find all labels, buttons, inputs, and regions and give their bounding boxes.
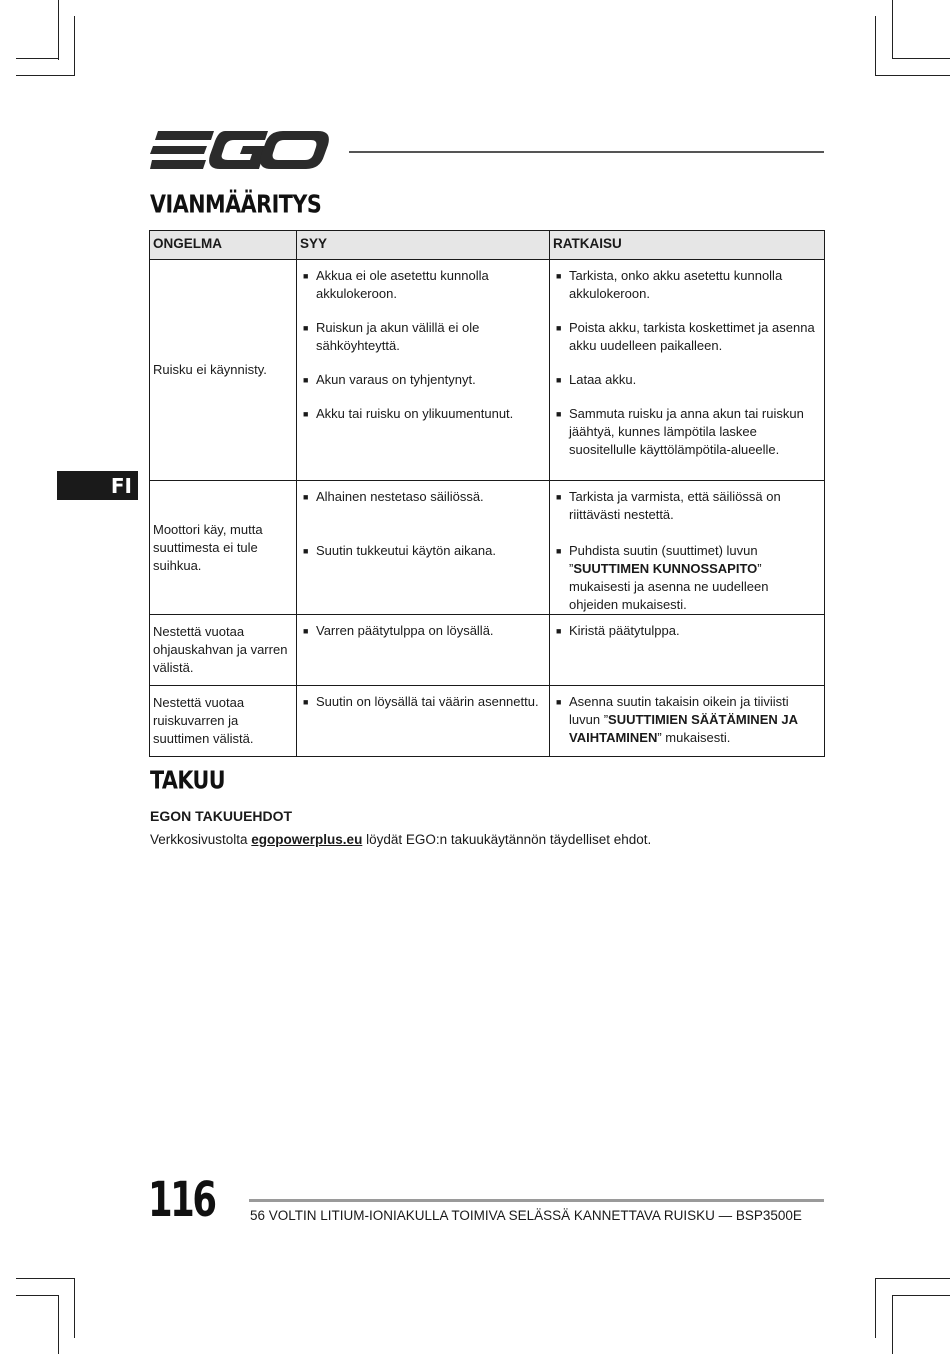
table-header-row xyxy=(150,231,825,260)
crop-mark xyxy=(16,1278,74,1279)
table-row xyxy=(150,686,825,757)
crop-mark xyxy=(875,75,950,76)
solution-cell xyxy=(550,686,825,757)
language-tab: FI xyxy=(57,471,138,500)
solution-item: ■ Sammuta ruisku ja anna akun tai ruiskun jäähtyä, kunnes lämpötila laskee suositellulle käyttölämpötila-alueelle. xyxy=(550,405,824,459)
solution-item xyxy=(550,542,824,614)
crop-mark xyxy=(74,16,75,76)
cause-item: ■ Alhainen nestetaso säiliössä. xyxy=(297,488,549,542)
solution-item: ■ Lataa akku. xyxy=(550,371,824,405)
troubleshooting-table xyxy=(149,230,825,757)
table-row xyxy=(150,481,825,615)
page-number: 116 xyxy=(148,1172,215,1228)
crop-mark xyxy=(74,1278,75,1338)
cause-item: ■ Akku tai ruisku on ylikuumentunut. xyxy=(297,405,549,423)
crop-mark xyxy=(892,1295,950,1296)
crop-mark xyxy=(58,1295,59,1354)
footer-rule xyxy=(249,1199,824,1202)
solution-cell xyxy=(550,615,825,686)
cause-item: ■ Suutin tukkeutui käytön aikana. xyxy=(297,542,549,560)
cause-cell xyxy=(297,481,550,615)
solution-cell xyxy=(550,481,825,615)
warranty-text-before: Verkkosivustolta xyxy=(150,832,252,847)
chapter-reference: SUUTTIMEN KUNNOSSAPITO xyxy=(573,561,758,576)
cause-cell xyxy=(297,615,550,686)
cause-item: ■ Suutin on löysällä tai väärin asennettu. xyxy=(297,693,549,711)
cause-item: ■ Varren päätytulppa on löysällä. xyxy=(297,622,549,640)
chapter-reference: SUUTTIMIEN SÄÄTÄMINEN JA VAIHTAMINEN xyxy=(569,712,798,745)
crop-mark xyxy=(16,1295,58,1296)
cause-item: ■ Akun varaus on tyhjentynyt. xyxy=(297,371,549,405)
cause-item: ■ Ruiskun ja akun välillä ei ole sähköyhteyttä. xyxy=(297,319,549,371)
crop-mark xyxy=(875,16,876,76)
table-row xyxy=(150,615,825,686)
column-header-problem: ONGELMA xyxy=(150,231,297,260)
warranty-text xyxy=(150,832,651,847)
crop-mark xyxy=(875,1278,876,1338)
warranty-link[interactable]: egopowerplus.eu xyxy=(251,832,363,847)
crop-mark xyxy=(875,1278,950,1279)
column-header-solution: RATKAISU xyxy=(550,231,825,260)
crop-mark xyxy=(892,58,950,59)
solution-item: ■ Kiristä päätytulppa. xyxy=(550,622,824,640)
solution-item: ■ Tarkista, onko akku asetettu kunnolla akkulokeroon. xyxy=(550,267,824,319)
solution-cell xyxy=(550,260,825,481)
column-header-cause: SYY xyxy=(297,231,550,260)
problem-cell: Nestettä vuotaa ohjauskahvan ja varren välistä. xyxy=(150,615,297,686)
solution-item: ■ Tarkista ja varmista, että säiliössä on riittävästi nestettä. xyxy=(550,488,824,542)
problem-cell: Moottori käy, mutta suuttimesta ei tule suihkua. xyxy=(150,481,297,615)
solution-item: ■ Poista akku, tarkista koskettimet ja asenna akku uudelleen paikalleen. xyxy=(550,319,824,371)
warranty-subtitle: EGON TAKUUEHDOT xyxy=(150,808,293,824)
solution-text: Puhdista suutin (suuttimet) luvun ” xyxy=(569,543,758,576)
problem-cell: Ruisku ei käynnisty. xyxy=(150,260,297,481)
troubleshooting-title: VIANMÄÄRITYS xyxy=(150,191,322,220)
solution-text: ” mukaisesti. xyxy=(657,730,731,745)
solution-text: Asenna suutin takaisin oikein ja tiiviisti luvun ” xyxy=(569,694,789,727)
problem-cell: Nestettä vuotaa ruiskuvarren ja suuttimen välistä. xyxy=(150,686,297,757)
solution-item xyxy=(550,693,824,747)
warranty-text-after: löydät EGO:n takuukäytännön täydelliset ehdot. xyxy=(362,832,652,847)
warranty-title: TAKUU xyxy=(150,767,226,796)
footer-text: 56 VOLTIN LITIUM-IONIAKULLA TOIMIVA SELÄSSÄ KANNETTAVA RUISKU — BSP3500E xyxy=(250,1208,802,1223)
cause-item: ■ Akkua ei ole asetettu kunnolla akkulokeroon. xyxy=(297,267,549,319)
cause-cell xyxy=(297,686,550,757)
ego-logo xyxy=(150,130,330,170)
cause-cell xyxy=(297,260,550,481)
crop-mark xyxy=(16,58,58,59)
solution-text: ” mukaisesti ja asenna ne uudelleen ohjeiden mukaisesti. xyxy=(569,561,769,612)
table-row xyxy=(150,260,825,481)
header-rule xyxy=(349,151,824,153)
crop-mark xyxy=(58,0,59,60)
crop-mark xyxy=(16,75,74,76)
crop-mark xyxy=(892,1295,893,1354)
crop-mark xyxy=(892,0,893,58)
